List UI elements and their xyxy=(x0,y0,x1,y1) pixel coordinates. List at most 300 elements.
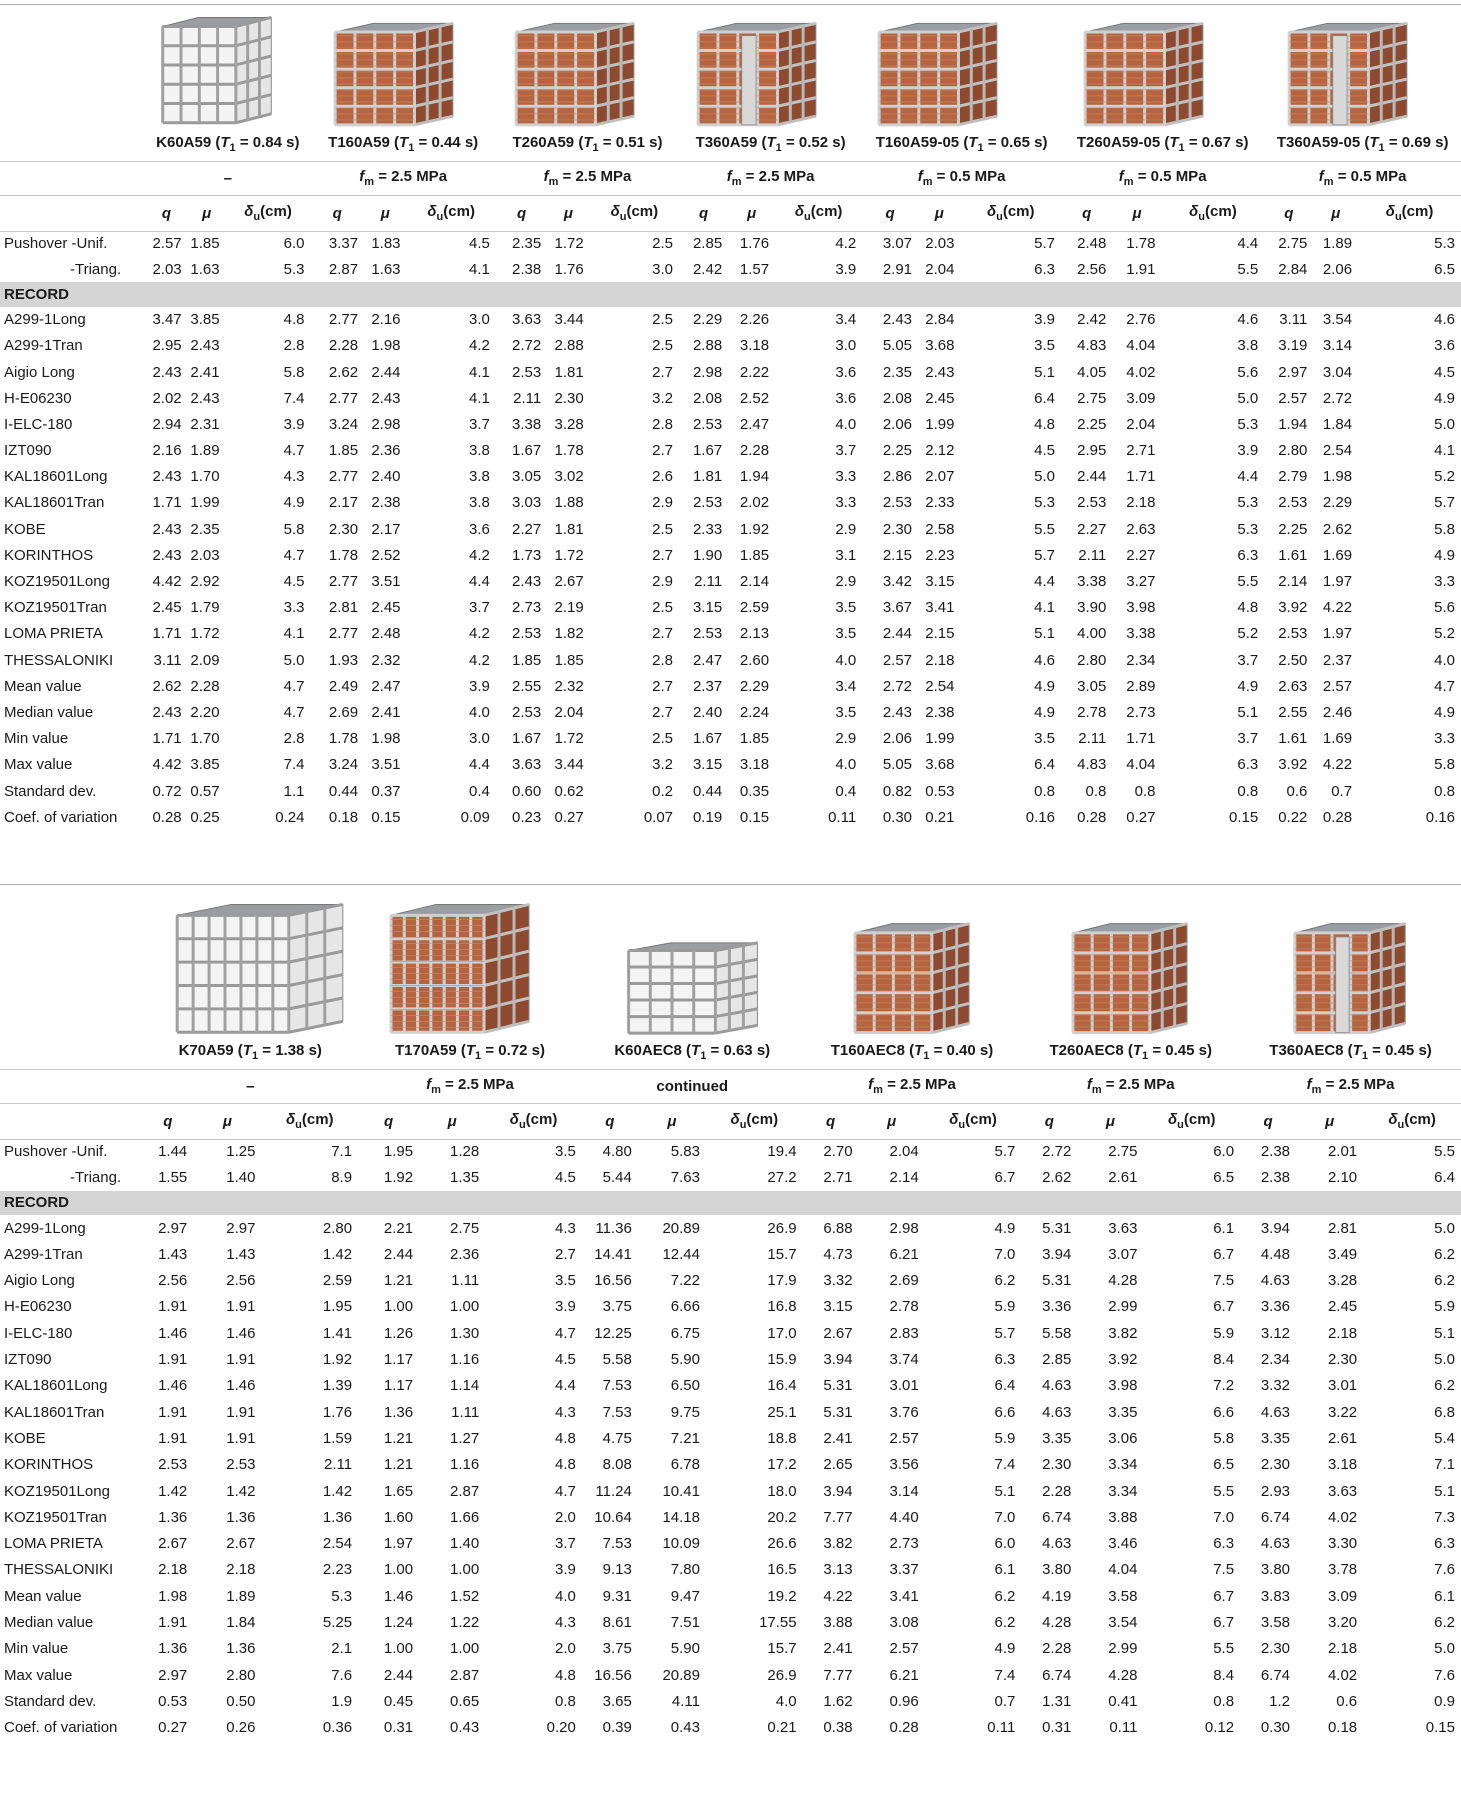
fm-row xyxy=(0,1069,1461,1103)
value-cell: 2.5 xyxy=(652,337,674,355)
building-icon xyxy=(693,19,821,127)
value-cell: 2.57 xyxy=(889,1429,919,1447)
value-cell: 1.40 xyxy=(450,1535,480,1553)
value-cell: 1.71 xyxy=(1126,730,1156,748)
value-cell: 5.5 xyxy=(1237,573,1259,591)
fm-symbol: f xyxy=(1306,1076,1312,1093)
row-label: H-E06230 xyxy=(4,1298,72,1316)
value-cell: 5.31 xyxy=(823,1377,853,1395)
value-cell: 3.35 xyxy=(1108,1403,1138,1421)
value-cell: 4.7 xyxy=(283,703,305,721)
value-cell: 1.44 xyxy=(158,1142,188,1160)
value-cell: 3.58 xyxy=(1108,1587,1138,1605)
value-cell: 4.48 xyxy=(1260,1245,1291,1263)
period-value: 0.52 s xyxy=(798,133,841,151)
value-cell: 2.88 xyxy=(554,337,584,355)
delta-unit: (cm) xyxy=(810,203,843,220)
fm-value: – xyxy=(223,169,232,187)
value-cell: 3.85 xyxy=(190,311,220,329)
value-cell: 2.43 xyxy=(190,337,220,355)
value-cell: 3.36 xyxy=(1260,1298,1291,1316)
building-image xyxy=(511,19,639,127)
value-cell: 2.44 xyxy=(383,1666,414,1684)
value-cell: 3.74 xyxy=(889,1351,919,1369)
table-row xyxy=(0,1557,1461,1583)
row-label: KORINTHOS xyxy=(4,1456,94,1474)
value-cell: 7.6 xyxy=(1434,1666,1455,1684)
value-cell: 3.98 xyxy=(1108,1377,1138,1395)
value-cell: 5.7 xyxy=(1434,494,1455,512)
value-cell: 2.42 xyxy=(1077,311,1107,329)
value-cell: 1.69 xyxy=(1322,546,1353,564)
value-cell: 3.5 xyxy=(835,703,857,721)
value-cell: 3.38 xyxy=(512,415,542,433)
value-cell: 3.67 xyxy=(882,599,913,617)
value-cell: 3.7 xyxy=(835,442,857,460)
building-image xyxy=(170,899,350,1035)
value-cell: 20.89 xyxy=(662,1219,700,1237)
value-cell: 2.6 xyxy=(652,468,674,486)
value-cell: 3.7 xyxy=(1237,651,1259,669)
row-label: Median value xyxy=(4,1613,94,1631)
building-icon xyxy=(158,13,276,125)
value-cell: 1.95 xyxy=(383,1142,414,1160)
value-cell: 3.0 xyxy=(835,337,857,355)
value-cell: 17.2 xyxy=(767,1456,797,1474)
value-cell: 3.0 xyxy=(652,260,674,278)
value-cell: 2.7 xyxy=(652,703,674,721)
case-id: T160A59-05 xyxy=(875,133,960,151)
value-cell: 5.83 xyxy=(670,1142,700,1160)
period-symbol: T xyxy=(1352,1041,1362,1059)
value-cell: 3.24 xyxy=(328,756,359,774)
value-cell: 2.53 xyxy=(882,494,913,512)
value-cell: 5.90 xyxy=(670,1351,700,1369)
value-cell: 1.46 xyxy=(158,1324,188,1342)
value-cell: 7.53 xyxy=(602,1535,632,1553)
value-cell: 5.1 xyxy=(1434,1482,1455,1500)
q-header: q xyxy=(310,195,364,231)
value-cell: 1.39 xyxy=(322,1377,353,1395)
value-cell: 4.40 xyxy=(889,1508,919,1526)
value-cell: 3.28 xyxy=(1327,1272,1358,1290)
row-label: THESSALONIKI xyxy=(4,1561,114,1579)
value-cell: 6.4 xyxy=(994,1377,1016,1395)
value-cell: 3.90 xyxy=(1077,599,1107,617)
delta-header xyxy=(261,1103,358,1139)
value-cell: 3.46 xyxy=(1108,1535,1138,1553)
building-image xyxy=(1068,919,1192,1035)
case-name-row xyxy=(0,1035,1461,1069)
q-header: q xyxy=(358,1103,419,1139)
value-cell: 4.9 xyxy=(1434,389,1455,407)
value-cell: 2.31 xyxy=(190,415,220,433)
value-cell: 2.53 xyxy=(692,625,723,643)
value-cell: 4.42 xyxy=(152,756,182,774)
value-cell: 1.78 xyxy=(554,442,584,460)
value-cell: 1.21 xyxy=(383,1272,414,1290)
value-cell: 5.7 xyxy=(994,1324,1016,1342)
case-id: K60AEC8 xyxy=(614,1041,682,1059)
value-cell: 6.5 xyxy=(1434,260,1455,278)
value-cell: 2.0 xyxy=(555,1508,576,1526)
delta-subscript: u xyxy=(996,211,1003,223)
mu-header: μ xyxy=(419,1103,485,1139)
fm-cell: $f_m = 2.5$ MPa xyxy=(1021,1069,1240,1103)
value-cell: 2.86 xyxy=(882,468,913,486)
value-cell: 5.0 xyxy=(1434,1640,1455,1658)
value-cell: 2.87 xyxy=(450,1482,480,1500)
value-cell: 2.27 xyxy=(512,520,542,538)
value-cell: 4.83 xyxy=(1077,337,1107,355)
value-cell: 3.09 xyxy=(1327,1587,1358,1605)
value-cell: 1.91 xyxy=(158,1298,188,1316)
value-cell: 0.28 xyxy=(889,1719,919,1737)
value-cell: 2.04 xyxy=(889,1142,919,1160)
table-row xyxy=(0,568,1461,594)
value-cell: 5.05 xyxy=(882,337,913,355)
value-cell: 3.38 xyxy=(1126,625,1156,643)
value-cell: 2.34 xyxy=(1126,651,1156,669)
row-label: Coef. of variation xyxy=(4,808,118,826)
value-cell: 1.42 xyxy=(158,1482,188,1500)
value-cell: 0.2 xyxy=(652,782,674,800)
building-icon xyxy=(1068,919,1192,1035)
value-cell: 4.0 xyxy=(555,1587,576,1605)
fm-subscript: m xyxy=(731,176,742,188)
row-label: Aigio Long xyxy=(4,363,75,381)
value-cell: 5.3 xyxy=(1434,234,1455,252)
value-cell: 2.38 xyxy=(1260,1168,1291,1186)
value-cell: 2.43 xyxy=(512,573,542,591)
delta-symbol: δ xyxy=(244,203,254,220)
value-cell: 2.8 xyxy=(283,337,305,355)
value-cell: 14.41 xyxy=(594,1245,632,1263)
value-cell: 4.9 xyxy=(1434,703,1455,721)
fm-subscript: m xyxy=(1311,1084,1322,1096)
value-cell: 1.00 xyxy=(450,1561,480,1579)
value-cell: 3.14 xyxy=(889,1482,919,1500)
value-cell: 2.78 xyxy=(889,1298,919,1316)
fm-value: 0.5 MPa xyxy=(1350,168,1407,185)
table-row xyxy=(0,1294,1461,1320)
value-cell: 3.5 xyxy=(555,1272,576,1290)
value-cell: 2.11 xyxy=(694,573,723,591)
value-cell: 1.11 xyxy=(451,1403,480,1421)
value-cell: 2.92 xyxy=(190,573,220,591)
table-row xyxy=(0,333,1461,359)
value-cell: 3.54 xyxy=(1322,311,1353,329)
value-cell: 2.12 xyxy=(925,442,955,460)
value-cell: 2.45 xyxy=(1327,1298,1358,1316)
value-cell: 16.4 xyxy=(767,1377,797,1395)
value-cell: 6.3 xyxy=(1237,546,1259,564)
value-cell: 2.16 xyxy=(152,442,182,460)
row-label: LOMA PRIETA xyxy=(4,1535,103,1553)
value-cell: 3.94 xyxy=(1260,1219,1291,1237)
value-cell: 0.23 xyxy=(512,808,542,826)
value-cell: 0.50 xyxy=(226,1692,256,1710)
value-cell: 2.97 xyxy=(158,1666,188,1684)
record-label: RECORD xyxy=(0,282,1461,306)
value-cell: 1.27 xyxy=(450,1429,480,1447)
value-cell: 1.94 xyxy=(739,468,770,486)
value-cell: 2.78 xyxy=(1077,703,1107,721)
value-cell: 1.17 xyxy=(383,1351,414,1369)
value-cell: 2.43 xyxy=(152,703,182,721)
value-cell: 1.65 xyxy=(383,1482,414,1500)
value-cell: 1.36 xyxy=(226,1508,256,1526)
value-cell: 2.15 xyxy=(925,625,955,643)
row-label: Coef. of variation xyxy=(4,1719,118,1737)
value-cell: 2.21 xyxy=(383,1219,414,1237)
value-cell: 3.3 xyxy=(283,599,305,617)
value-cell: 2.80 xyxy=(1278,442,1308,460)
period-value: 0.40 s xyxy=(946,1041,989,1059)
bottom-header-table xyxy=(0,1035,1461,1140)
value-cell: 5.5 xyxy=(1213,1482,1235,1500)
value-cell: 2.53 xyxy=(226,1456,256,1474)
row-label: H-E06230 xyxy=(4,389,72,407)
table-row xyxy=(0,752,1461,778)
value-cell: 1.67 xyxy=(512,442,542,460)
value-cell: 1.30 xyxy=(450,1324,480,1342)
building-icon xyxy=(623,939,763,1035)
value-cell: 7.0 xyxy=(1213,1508,1235,1526)
value-cell: 2.43 xyxy=(152,468,182,486)
value-cell: 2.9 xyxy=(652,573,674,591)
fm-subscript: m xyxy=(1123,176,1134,188)
row-label: IZT090 xyxy=(4,442,52,460)
delta-symbol: δ xyxy=(1189,203,1199,220)
value-cell: 1.83 xyxy=(371,234,401,252)
table-row xyxy=(0,411,1461,437)
delta-subscript: u xyxy=(739,1119,747,1131)
delta-symbol: δ xyxy=(1167,1111,1178,1128)
value-cell: 2.53 xyxy=(512,703,542,721)
value-cell: 3.32 xyxy=(823,1272,853,1290)
value-cell: 25.1 xyxy=(767,1403,797,1421)
fm-value: 0.5 MPa xyxy=(1150,168,1207,185)
value-cell: 9.13 xyxy=(602,1561,632,1579)
value-cell: 2.26 xyxy=(739,311,770,329)
value-cell: 15.7 xyxy=(767,1640,797,1658)
row-label: Min value xyxy=(4,730,69,748)
value-cell: 5.0 xyxy=(1034,468,1055,486)
period-symbol: T xyxy=(242,1041,252,1059)
period-subscript: 1 xyxy=(700,1049,707,1062)
case-id: T360A59-05 xyxy=(1276,133,1361,151)
value-cell: 19.2 xyxy=(767,1587,797,1605)
value-cell: 0.53 xyxy=(925,782,955,800)
value-cell: 1.85 xyxy=(554,651,584,669)
value-cell: 3.8 xyxy=(469,494,490,512)
row-label: Standard dev. xyxy=(4,1692,97,1710)
mu-header: μ xyxy=(859,1103,925,1139)
delta-subscript: u xyxy=(1198,211,1206,223)
value-cell: 2.79 xyxy=(1278,468,1308,486)
value-cell: 2.7 xyxy=(555,1245,576,1263)
value-cell: 7.51 xyxy=(670,1613,700,1631)
value-cell: 5.5 xyxy=(1434,1142,1455,1160)
value-cell: 2.47 xyxy=(692,651,723,669)
delta-header xyxy=(226,195,311,231)
case-id: T360AEC8 xyxy=(1269,1041,1344,1059)
value-cell: 2.03 xyxy=(190,546,220,564)
value-cell: 2.75 xyxy=(1077,389,1107,407)
value-cell: 0.12 xyxy=(1204,1719,1235,1737)
value-cell: 3.18 xyxy=(1327,1456,1358,1474)
value-cell: 2.43 xyxy=(882,703,913,721)
q-header: q xyxy=(582,1103,638,1139)
building-image xyxy=(1080,19,1208,127)
value-cell: 1.81 xyxy=(554,520,584,538)
value-cell: 5.1 xyxy=(1237,703,1259,721)
value-cell: 0.28 xyxy=(1077,808,1107,826)
value-cell: 0.30 xyxy=(882,808,913,826)
fm-subscript: m xyxy=(873,1084,883,1096)
value-cell: 3.15 xyxy=(692,756,723,774)
value-cell: 1.42 xyxy=(226,1482,256,1500)
fm-subscript: m xyxy=(1323,176,1334,188)
value-cell: 4.3 xyxy=(555,1403,576,1421)
value-cell: 7.0 xyxy=(994,1245,1016,1263)
value-cell: 0.62 xyxy=(554,782,584,800)
fm-cell xyxy=(145,161,310,195)
value-cell: 1.22 xyxy=(450,1613,480,1631)
value-cell: 3.35 xyxy=(1260,1429,1291,1447)
value-cell: 4.7 xyxy=(283,442,305,460)
value-cell: 3.5 xyxy=(835,625,857,643)
value-cell: 3.80 xyxy=(1042,1561,1072,1579)
case-name: T360A59-05 ($T_1 = 0.69$ s) xyxy=(1264,127,1461,161)
value-cell: 1.94 xyxy=(1278,415,1308,433)
value-cell: 2.37 xyxy=(1322,651,1353,669)
value-cell: 5.1 xyxy=(994,1482,1016,1500)
value-cell: 3.27 xyxy=(1126,573,1156,591)
value-cell: 0.72 xyxy=(152,782,182,800)
q-header: q xyxy=(496,195,547,231)
value-cell: 2.23 xyxy=(925,546,955,564)
value-cell: 0.19 xyxy=(692,808,723,826)
row-label: KOZ19501Tran xyxy=(4,599,107,617)
value-cell: 1.70 xyxy=(190,730,220,748)
value-cell: 2.85 xyxy=(692,234,723,252)
value-cell: 4.63 xyxy=(1042,1535,1072,1553)
value-cell: 17.9 xyxy=(767,1272,797,1290)
value-cell: 1.36 xyxy=(226,1640,256,1658)
value-cell: 1.14 xyxy=(450,1377,480,1395)
value-cell: 2.5 xyxy=(652,311,674,329)
value-cell: 6.7 xyxy=(1213,1298,1235,1316)
q-header: q xyxy=(1240,1103,1296,1139)
value-cell: 2.72 xyxy=(882,677,913,695)
value-cell: 3.9 xyxy=(283,415,305,433)
value-cell: 1.16 xyxy=(450,1351,480,1369)
value-cell: 2.28 xyxy=(739,442,770,460)
value-cell: 2.84 xyxy=(925,311,955,329)
value-cell: 3.05 xyxy=(1077,677,1107,695)
value-cell: 3.7 xyxy=(1237,730,1259,748)
value-cell: 2.53 xyxy=(692,415,723,433)
row-label: KAL18601Long xyxy=(4,1377,108,1395)
row-label: Pushover -Unif. xyxy=(4,234,108,252)
value-cell: 4.1 xyxy=(469,260,490,278)
value-cell: 2.18 xyxy=(1327,1324,1358,1342)
value-cell: 0.16 xyxy=(1025,808,1055,826)
fm-symbol: f xyxy=(543,168,549,185)
q-header: q xyxy=(679,195,728,231)
value-cell: 11.24 xyxy=(595,1482,632,1500)
value-cell: 17.0 xyxy=(767,1324,797,1342)
value-cell: 2.11 xyxy=(1078,546,1107,564)
value-cell: 2.38 xyxy=(925,703,955,721)
value-cell: 3.07 xyxy=(882,234,913,252)
mu-header: μ xyxy=(547,195,589,231)
value-cell: 5.6 xyxy=(1237,363,1259,381)
table-row xyxy=(0,1373,1461,1399)
value-cell: 5.8 xyxy=(1434,520,1455,538)
value-cell: 2.57 xyxy=(882,651,913,669)
value-cell: 27.2 xyxy=(767,1168,797,1186)
value-cell: 2.53 xyxy=(692,494,723,512)
value-cell: 0.15 xyxy=(371,808,401,826)
value-cell: 5.3 xyxy=(1034,494,1055,512)
value-cell: 1.84 xyxy=(1322,415,1353,433)
value-cell: 3.15 xyxy=(925,573,955,591)
table-row xyxy=(0,307,1461,333)
table-row xyxy=(0,804,1461,830)
q-header: q xyxy=(1021,1103,1077,1139)
value-cell: 6.7 xyxy=(1213,1613,1235,1631)
q-header: q xyxy=(1264,195,1313,231)
value-cell: 2.46 xyxy=(1322,703,1353,721)
value-cell: 6.1 xyxy=(1213,1219,1235,1237)
fm-value: 2.5 MPa xyxy=(457,1076,514,1093)
value-cell: 2.48 xyxy=(371,625,401,643)
delta-symbol: δ xyxy=(1385,203,1395,220)
case-name: T160A59-05 ($T_1 = 0.65$ s) xyxy=(862,127,1061,161)
value-cell: 2.03 xyxy=(152,260,182,278)
value-cell: 7.53 xyxy=(602,1403,632,1421)
value-cell: 7.6 xyxy=(331,1666,353,1684)
value-cell: 2.43 xyxy=(152,546,182,564)
row-label: Mean value xyxy=(4,1587,82,1605)
value-cell: 1.90 xyxy=(692,546,723,564)
value-cell: 4.3 xyxy=(555,1219,576,1237)
value-cell: 0.44 xyxy=(328,782,359,800)
value-cell: 2.18 xyxy=(1327,1640,1358,1658)
table-row xyxy=(0,673,1461,699)
table-row xyxy=(0,1346,1461,1372)
value-cell: 2.69 xyxy=(889,1272,919,1290)
value-cell: 3.38 xyxy=(1077,573,1107,591)
value-cell: 3.19 xyxy=(1278,337,1308,355)
value-cell: 2.80 xyxy=(1077,651,1107,669)
value-cell: 0.11 xyxy=(987,1719,1016,1737)
value-cell: 3.37 xyxy=(889,1561,919,1579)
value-cell: 1.52 xyxy=(450,1587,480,1605)
building-icon xyxy=(1080,19,1208,127)
value-cell: 3.01 xyxy=(889,1377,919,1395)
symbol-row xyxy=(0,195,1461,231)
value-cell: 1.79 xyxy=(190,599,220,617)
value-cell: 2.87 xyxy=(450,1666,480,1684)
value-cell: 4.6 xyxy=(1434,311,1455,329)
value-cell: 0.31 xyxy=(1042,1719,1072,1737)
period-value: 0.67 s xyxy=(1201,133,1244,151)
value-cell: 8.4 xyxy=(1213,1666,1235,1684)
